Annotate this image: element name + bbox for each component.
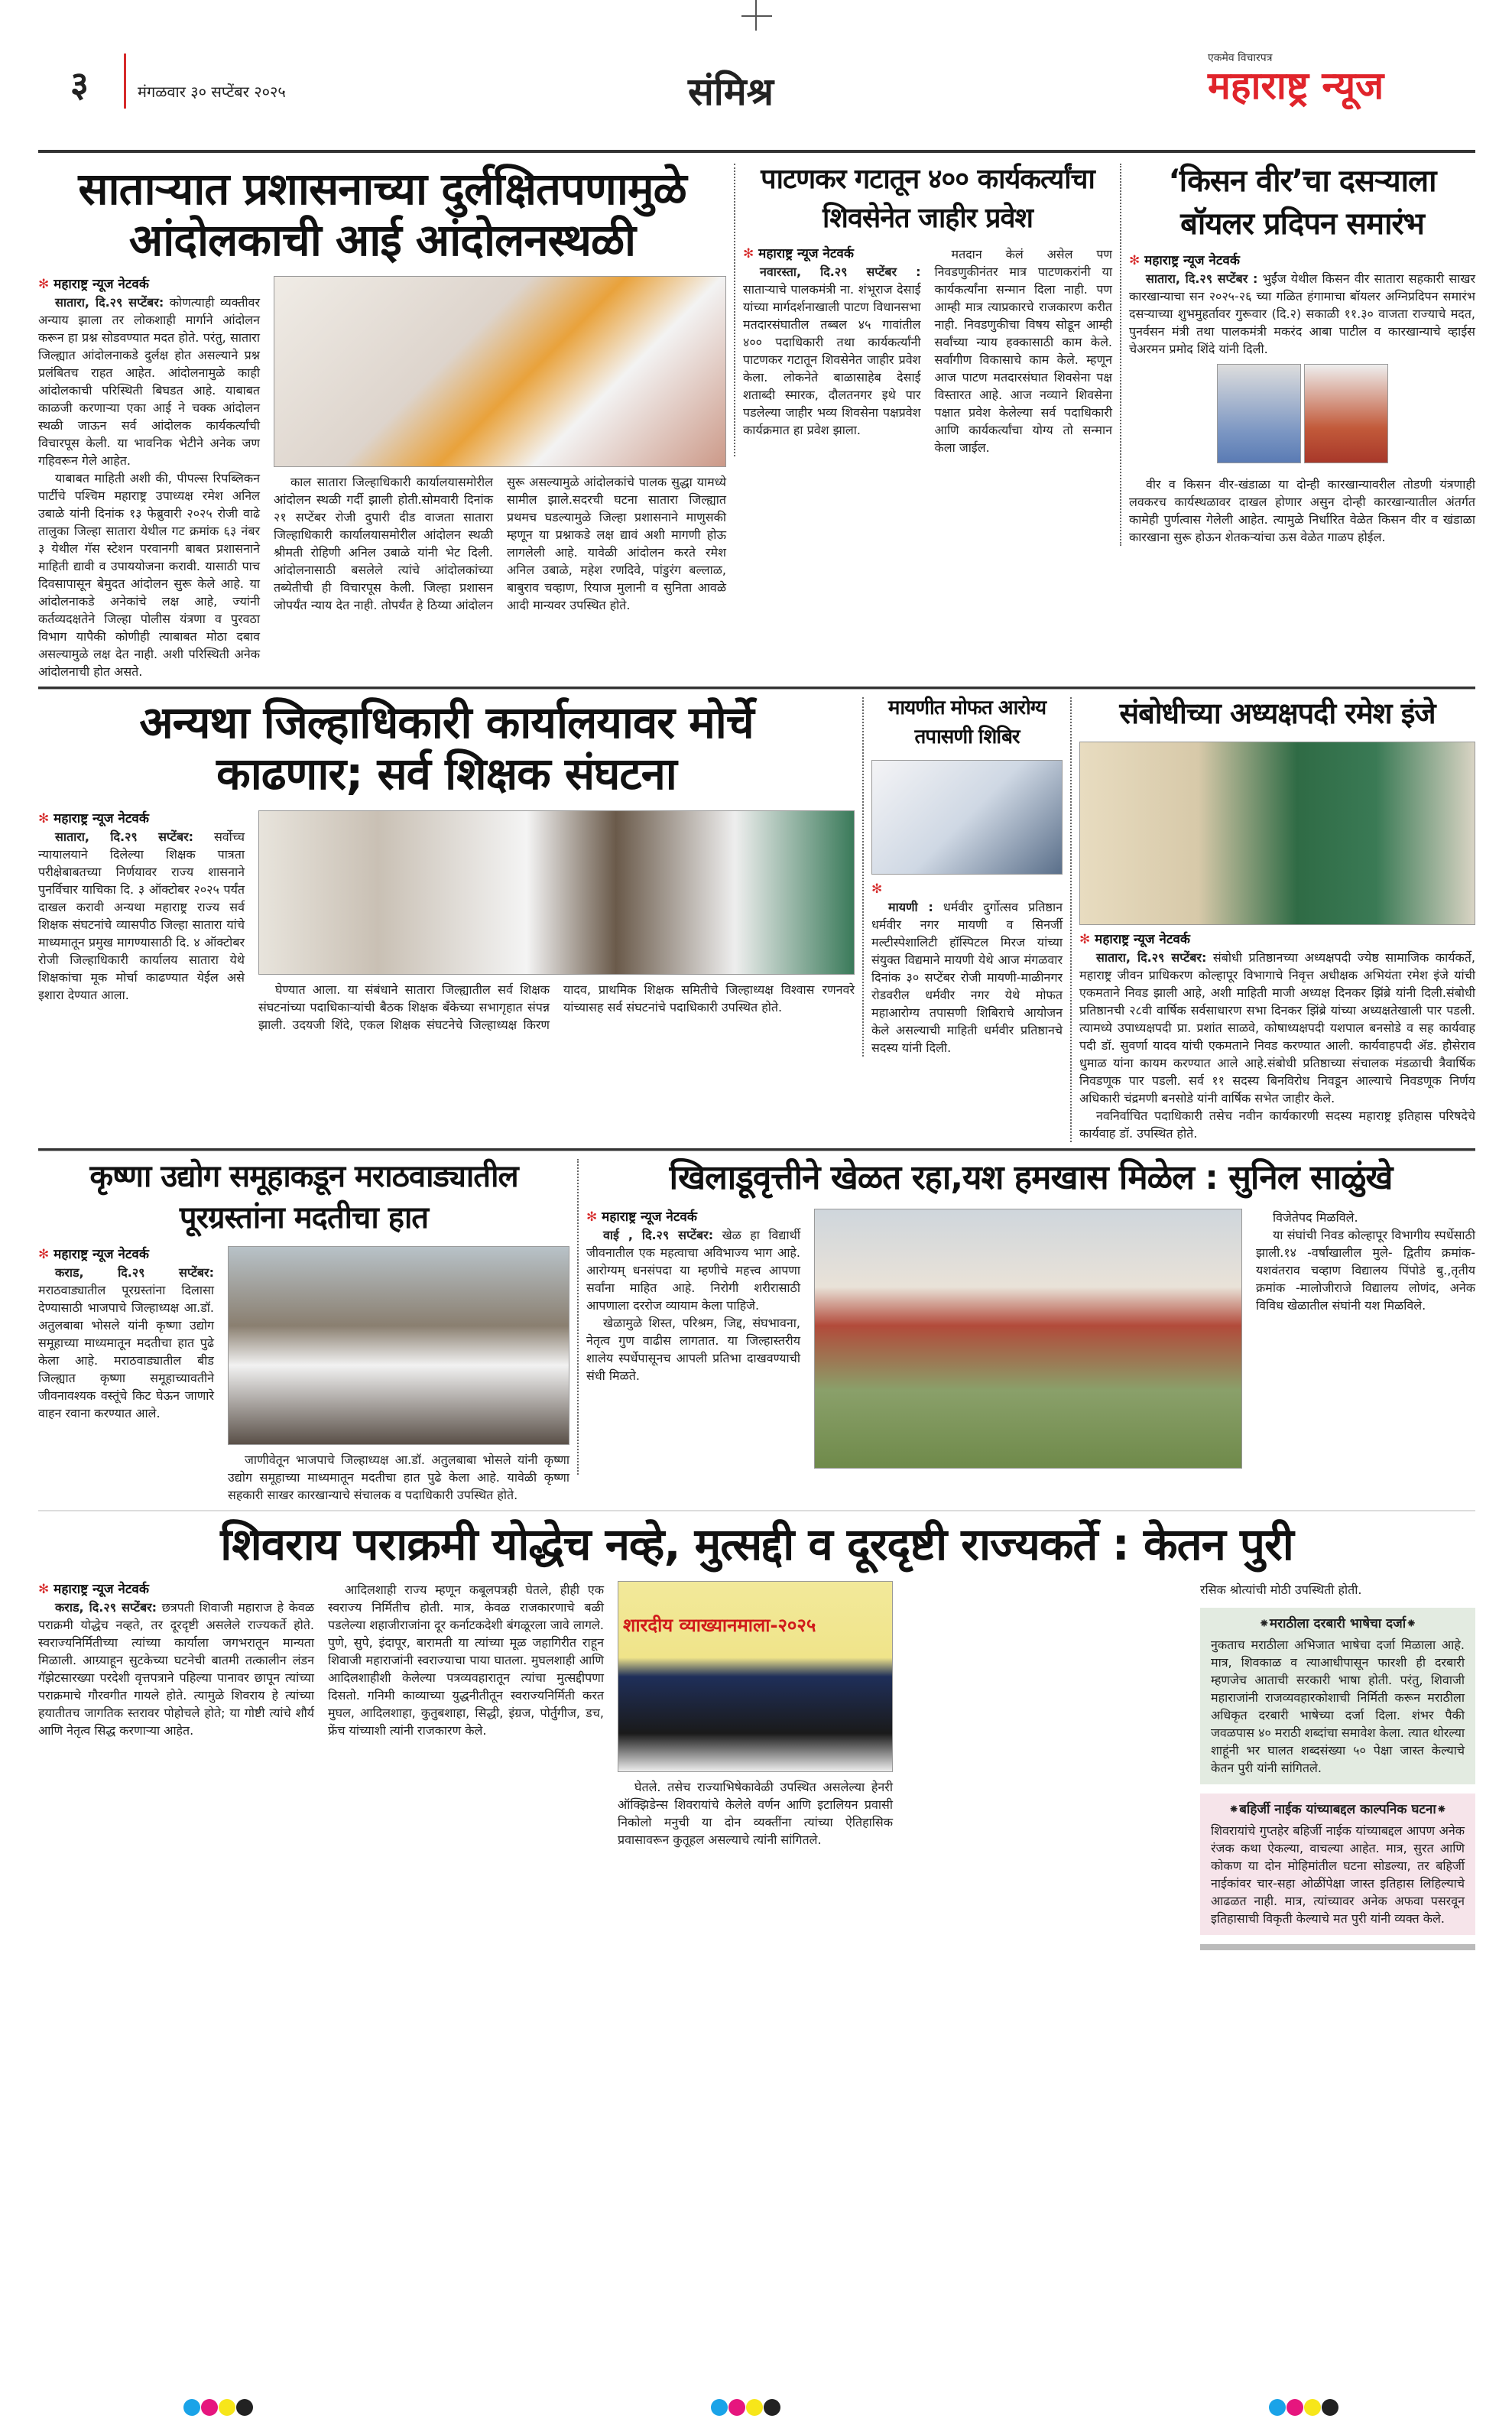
sidebar-title: ⁕मराठीला दरबारी भाषेचा दर्जा⁕	[1258, 1615, 1417, 1631]
article-body: काल सातारा जिल्हाधिकारी कार्यालयासमोरील आंदोलन स्थळी गर्दी झाली होती.सोमवारी दिनांक २१ सप्टेंबर रोजी दुपारी दीड वाजता सातारा जिल्हाधिकारी कार्यालयासमोरील आंदोलन स्थळी श्रीमती रोहिणी अनिल उबाळे यांनी भेट दिली. आंदोलनासाठी बसलेले त्यांचे आंदोलकांच्या तब्येतीची ही विचारपूस केली. जिल्हा प्रशासन जोपर्यंत न्याय देत नाही. तोपर्यंत हे ठिय्या आंदोलन सुरू असल्यामुळे आंदोलकांचे पालक सुद्धा यामध्ये सामील झाले.सदरची घटना सातारा जिल्ह्यात प्रथमच घडल्यामुळे जिल्हा प्रशासनाने माणुसकी म्हणून या प्रश्नाकडे लक्ष द्यावं अशी मागणी होऊ लागलेली आहे. यावेळी आंदोलन करते रमेश अनिल उबाळे, महेश रणदिवे, पांडुरंग बल्लाळ, बाबुराव चव्हाण, रियाज मुलानी व सुनिता आवळे आदी मान्यवर उपस्थित होते.	[274, 475, 726, 613]
page-number: ३	[70, 63, 89, 105]
article-body: ✻ मायणी : धर्मवीर दुर्गोत्सव प्रतिष्ठान धर्मवीर नगर मायणी व सिनर्जी मल्टीस्पेशालिटी हॉस्पिटल मिरज यांच्या संयुक्त विद्यमाने मायणी येथे आज मंगळवार दिनांक ३० सप्टेंबर रोजी मायणी-माळीनगर रोडवरील धर्मवीर नगर येथे मोफत महाआरोग्य तपासणी शिबिराचे आयोजन केले असल्याची माहिती धर्मवीर प्रतिष्ठानचे सदस्य यांनी दिली.	[871, 881, 1063, 1056]
section-rule	[38, 1148, 1475, 1151]
photo-speaker	[618, 1581, 893, 1772]
logo	[1208, 50, 1384, 107]
footer-bar	[1200, 1944, 1475, 1950]
article-body: ✻ महाराष्ट्र न्यूज नेटवर्क कराड, दि.२९ सप्टेंबर: मराठवाड्यातील पूरग्रस्तांना दिलासा देण्यासाठी भाजपाचे जिल्हाध्यक्ष आ.डॉ. अतुलबाबा भोसले यांनी कृष्णा उद्योग समूहाच्या माध्यमातून मदतीचा हात पुढे केला आहे. मराठवाड्यातील बीड जिल्ह्यात कृष्णा समूहाच्यावतीने जीवनावश्यक वस्तूंचे किट घेऊन जाणारे वाहन रवाना करण्यात आले.	[38, 1247, 214, 1421]
photo-sports-event	[814, 1209, 1242, 1469]
headline: कृष्णा उद्योग समूहाकडून मराठवाड्यातील पूरग्रस्तांना मदतीचा हात	[89, 1159, 518, 1236]
article-body: ✻ महाराष्ट्र न्यूज नेटवर्क सातारा, दि.२९ सप्टेंबर : भुईंज येथील किसन वीर सातारा सहकारी साखर कारखान्याचा सन २०२५-२६ च्या गळित हंगामाचा बॉयलर अग्निप्रदिपन समारंभ दसऱ्याच्या शुभमुहर्तावर गुरूवार (दि.२) सकाळी ११.३० वाजता राज्याचे मदत, पुनर्वसन मंत्री तथा पालकमंत्री मकरंद आबा पाटील व कारखान्याचे व्हाईस चेअरमन प्रमोद शिंदे यांनी दिली. वीर व किसन वीर-खंडाळा या दोन्ही कारखान्यावरील तोडणी यंत्रणाही लवकरच कार्यस्थळावर दाखल होणार असुन दोन्ही कारखान्यातील अंतर्गत कामेही पुर्णत्वास गेलेली आहेत. त्यामुळे निर्धारित वेळेत किसन वीर व खंडाळा कारखाना सुरू होऊन शेतकऱ्यांचा ऊस वेळेत गाळप होईल.	[1129, 253, 1476, 544]
sidebar-box	[1200, 1794, 1475, 1935]
registration-marks	[183, 2399, 254, 2419]
portrait-photo	[1217, 364, 1301, 463]
article-body: विजेतेपद मिळविले. या संघांची निवड कोल्हापूर विभागीय स्पर्धेसाठी झाली.१४ -वर्षांखालील मुले- द्वितीय क्रमांक- यशवंतराव चव्हाण विद्यालय पिंपोडे बु.,तृतीय क्रमांक -मालोजीराजे विद्यालय लोणंद, अनेक विविध खेळातील संघांनी यश मिळविले.	[1256, 1209, 1475, 1313]
article-body: ✻ महाराष्ट्र न्यूज नेटवर्क सातारा, दि.२९ सप्टेंबर: संबोधी प्रतिष्ठानच्या अध्यक्षपदी ज्येष्ठ सामाजिक कार्यकर्ते, महाराष्ट्र जीवन प्राधिकरण कोल्हापूर विभागाचे निवृत्त अधीक्षक अभियंता रमेश इंजे यांची एकमताने निवड झाली आहे, अशी माहिती माजी अध्यक्ष दिनकर झिंब्रे यांनी दिली.संबोधी प्रतिष्ठानची २८वी वार्षिक सर्वसाधारण सभा दिनकर झिंब्रे यांच्या अध्यक्षतेखाली पार पडली. त्यामध्ये उपाध्यक्षपदी प्रा. प्रशांत साळवे, कोषाध्यक्षपदी यशपाल बनसोडे व सह कार्यवाह पदी डॉ. सुवर्णा यादव यांची एकमताने निवड करण्यात आली. कार्यवाहपदी ॲड. हौसेराव धुमाळ यांना कायम करण्यात आले आहे.संबोधी प्रतिष्ठाच्या संचालक मंडळाची त्रैवार्षिक निवडणूक पार पडली. सर्व ११ सदस्य बिनविरोध निवडून आल्याचे निवडणूक निर्णय अधिकारी चंद्रमणी बनसोडे यांनी वार्षिक सभेत जाहीर केले. नवनिर्वाचित पदाधिकारी तसेच नवीन कार्यकारणी सदस्य महाराष्ट्र इतिहास परिषदेचे कार्यवाह डॉ. उपस्थित होते.	[1079, 932, 1475, 1141]
article-body: ✻ महाराष्ट्र न्यूज नेटवर्क सातारा, दि.२९ सप्टेंबर: कोणत्याही व्यक्तीवर अन्याय झाला तर लोकशाही मार्गाने आंदोलन करून हा प्रश्न सोडवण्यात मदत होते. परंतु, सातारा जिल्ह्यात आंदोलनाकडे दुर्लक्ष होत असल्याने प्रश्न प्रलंबितच राहत आहेत. आंदोलनामुळे काही आंदोलकाची परिस्थिती बिघडत आहे. याबाबत काळजी करणाऱ्या एका आई ने चक्क आंदोलन स्थळी जाऊन सर्व आंदोलक कार्यकर्त्यांची विचारपूस केली. या भावनिक भेटीने अनेक जण गहिवरून गेले आहेत. याबाबत माहिती अशी की, पीपल्स रिपब्लिकन पार्टीचे पश्चिम महाराष्ट्र उपाध्यक्ष रमेश अनिल उबाळे यांनी दिनांक १३ फेब्रुवारी २०२५ रोजी वाढे तालुका जिल्हा सातारा येथील गट क्रमांक ६३ नंबर ३ येथील गॅस स्टेशन परवानगी बाबत प्रशासनाने माहिती द्यावी व उपाययोजना करावी. यासाठी पाच दिवसापासून बेमुदत आंदोलन सुरू केले आहे. या आंदोलनाकडे अनेकांचे लक्ष आहे, ज्यांनी कर्तव्यदक्षतेने जिल्हा पोलीस यंत्रणा व पुरवठा विभाग यापैकी कोणीही त्याबाबत मोठा दबाव असल्यामुळे लक्ष देत नाही. अशी परिस्थिती अनेक आंदोलनाची होत असते.	[38, 277, 260, 680]
logo-text: महाराष्ट्र न्यूज	[1208, 63, 1384, 108]
sidebar-text: नुकताच मराठीला अभिजात भाषेचा दर्जा मिळाला आहे. मात्र, शिवकाळ व त्याआधीपासून फारशी ही दरबारी म्हणजेच आताची सरकारी भाषा होती. परंतु, शिवाजी महाराजांनी राजव्यवहारकोशाची निर्मिती करून मराठीला अधिकृत दरबारी भाषेच्या दर्जा दिला. शंभर पैकी जवळपास ४० मराठी शब्दांचा समावेश केला. त्यात थोरल्या शाहूंनी भर घालत शब्दसंख्या ५० पेक्षा जास्त केल्याचे केतन पुरी यांनी सांगितले.	[1211, 1637, 1465, 1775]
article-body: ✻ महाराष्ट्र न्यूज नेटवर्क नवारस्ता, दि.२९ सप्टेंबर : साताऱ्याचे पालकमंत्री ना. शंभूराज देसाई यांच्या मार्गदर्शनाखाली पाटण विधानसभा मतदारसंघातील तब्बल ४५ गावांतील ४०० पदाधिकारी तथा कार्यकर्त्यांनी पाटणकर गटातून शिवसेनेत जाहीर प्रवेश केला. लोकनेते बाळासाहेब देसाई शताब्दी स्मारक, दौलतनगर इथे पार पडलेल्या जाहीर भव्य शिवसेना पक्षप्रवेश कार्यक्रमात हा प्रवेश झाला. मतदान केलं असेल पण निवडणुकीनंतर मात्र पाटणकरांनी या कार्यकर्त्यांना सन्मान दिला नाही. पण आम्ही मात्र त्याप्रकारचे राजकारण करीत नाही. निवडणुकीचा विषय सोडून आम्ही सर्वांच्या न्याय हक्कासाठी काम केले. सर्वांगीण विकासाचे काम केले. म्हणून आज पाटण मतदारसंघात शिवसेना पक्ष विस्तारत आहे. आज नव्याने शिवसेना पक्षात प्रवेश केलेल्या सर्व पदाधिकारी आणि कार्यकर्त्यांचा योग्य तो सन्मान केला जाईल.	[743, 245, 1112, 455]
article-body: ✻ महाराष्ट्र न्यूज नेटवर्क वाई , दि.२९ सप्टेंबर: खेळ हा विद्यार्थी जीवनातील एक महत्वाचा अविभाज्य भाग आहे. आरोग्यम् धनसंपदा या म्हणीचे महत्त्व आपणा सर्वांना माहित आहे. निरोगी शरीरासाठी आपणाला दररोज व्यायाम केला पाहिजे. खेळामुळे शिस्त, परिश्रम, जिद्द, संघभावना, नेतृत्व गुण वाढीस लागतात. या जिल्हास्तरीय शालेय स्पर्धेपासूनच आपली प्रतिभा दाखवण्याची संधी मिळते.	[586, 1209, 800, 1383]
article-body: ✻ महाराष्ट्र न्यूज नेटवर्क कराड, दि.२९ सप्टेंबर: छत्रपती शिवाजी महाराज हे केवळ पराक्रमी योद्धेच नव्हते, तर दूरदृष्टी असलेले राज्यकर्ते होते. स्वराज्यनिर्मितीच्या त्यांच्या कार्याला जगभरातून मान्यता मिळाली. आग्र्याहून सुटकेच्या घटनेची बातमी तत्कालीन लंडन गॅझेटसारख्या परदेशी वृत्तपत्राने पहिल्या पानावर छापून त्यांच्या पराक्रमाचे गौरवगीत गायले होते. त्यामुळे शिवराय हे त्यांच्या हयातीतच जागतिक स्तरावर पोहोचले होते; या गोष्टी त्यांचे शौर्य आणि नेतृत्व सिद्ध करणाऱ्या आहेत. आदिलशाही राज्य म्हणून कबूलपत्रही घेतले, हीही एक स्वराज्य निर्मितीच होती. मात्र, केवळ राजकारणाचे बळी पडलेल्या शहाजीराजांना दूर कर्नाटकदेशी बंगळूरला जावे लागले. पुणे, सुपे, इंदापूर, बारामती या त्यांच्या मूळ जहागिरीत राहून शिवाजी महाराजांनी स्वराज्याचा पाया घातला. मुघलशाही आणि आदिलशाहीशी केलेल्या पत्रव्यवहारातून त्यांचा मुत्सद्दीपणा दिसतो. गनिमी काव्याच्या युद्धनीतीतून स्वराज्यनिर्मिती करत मुघल, आदिलशाहा, कुतुबशाहा, सिद्धी, इंग्रज, पोर्तुगीज, डच, फ्रेंच यांच्याशी त्यांनी राजकारण केले.	[38, 1581, 604, 1738]
headline: संबोधीच्या अध्यक्षपदी रमेश इंजे	[1119, 696, 1436, 731]
article-body: ✻ महाराष्ट्र न्यूज नेटवर्क सातारा, दि.२९ सप्टेंबर: सर्वोच्च न्यायालयाने दिलेल्या शिक्षक पात्रता परीक्षेबाबतच्या निर्णयावर राज्य शासनाने पुनर्विचार याचिका दि. ३ ऑक्टोबर २०२५ पर्यंत दाखल करावी अन्यथा महाराष्ट्र राज्य सर्व शिक्षक संघटनांचे व्यासपीठ जिल्हा सातारा यांचे माध्यमातून प्रमुख मागण्यासाठी दि. ४ ऑक्टोबर रोजी जिल्हाधिकारी कार्यालय सातारा येथे शिक्षकांचा मूक मोर्चा काढण्यात येईल असे इशारा देण्यात आला.	[38, 810, 245, 1002]
article-mayani	[862, 697, 1070, 1057]
section-rule	[38, 687, 1475, 690]
article-shivaray	[38, 1519, 1475, 1950]
article-patan	[734, 164, 1120, 456]
issue-date: मंगळवार ३० सप्टेंबर २०२५	[138, 83, 286, 101]
photo-protest	[274, 276, 726, 467]
article-kisan-veer	[1120, 164, 1475, 546]
article-sports	[577, 1159, 1475, 1475]
headline: ‘किसन वीर’चा दसऱ्याला बॉयलर प्रदिपन समारंभ	[1168, 164, 1436, 242]
article-body: घेण्यात आला. या संबंधाने सातारा जिल्ह्यातील सर्व शिक्षक संघटनांच्या पदाधिकाऱ्यांची बैठक शिक्षक बँकेच्या सभागृहात संपन्न झाली. उदयजी शिंदे, एकल शिक्षक संघटनेचे जिल्हाध्यक्ष किरण यादव, प्राथमिक शिक्षक समितीचे जिल्हाध्यक्ष विश्वास रणनवरे यांच्यासह सर्व संघटनांचे पदाधिकारी उपस्थित होते.	[258, 982, 855, 1032]
section-middle	[38, 697, 1475, 1142]
headline: शिवराय पराक्रमी योद्धेच नव्हे, मुत्सद्दी व दूरदृष्टी राज्यकर्ते : केतन पुरी	[220, 1518, 1293, 1571]
headline: अन्यथा जिल्हाधिकारी कार्यालयावर मोर्चे काढणार; सर्व शिक्षक संघटना	[139, 696, 754, 800]
closing-line: रसिक श्रोत्यांची मोठी उपस्थिती होती.	[1200, 1582, 1362, 1597]
photo-banner-text: शारदीय व्याख्यानमाला-२०२५	[623, 1614, 816, 1636]
registration-marks	[1269, 2399, 1339, 2419]
registration-marks	[711, 2399, 781, 2419]
headline: खिलाडूवृत्तीने खेळत रहा,यश हमखास मिळेल : सुनिल साळुंखे	[669, 1158, 1393, 1198]
header-rule	[38, 150, 1475, 153]
article-krishna	[38, 1159, 577, 1504]
newspaper-page	[38, 0, 1475, 1950]
logo-tagline: एकमेव विचारपत्र	[1208, 52, 1273, 64]
section-top	[38, 164, 1475, 680]
photo-relief-truck	[228, 1246, 569, 1445]
section-lower	[38, 1159, 1475, 1504]
article-protest	[38, 164, 734, 680]
article-body: जाणीवेतून भाजपाचे जिल्हाध्यक्ष आ.डॉ. अतुलबाबा भोसले यांनी कृष्णा उद्योग समूहाच्या माध्यमातून मदतीचा हात पुढे केला आहे. यावेळी कृष्णा सहकारी साखर कारखान्याचे संचालक व पदाधिकारी उपस्थित होते.	[228, 1453, 569, 1503]
section-title: संमिश्र	[688, 70, 774, 114]
section-rule	[38, 1510, 1475, 1511]
photo-group	[1079, 742, 1475, 925]
header-divider	[124, 54, 126, 109]
article-sambodhi	[1070, 697, 1475, 1142]
headline: पाटणकर गटातून ४०० कार्यकर्त्यांचा शिवसेनेत जाहीर प्रवेश	[761, 164, 1095, 235]
headline: मायणीत मोफत आरोग्य तपासणी शिबिर	[887, 696, 1046, 749]
sidebar-title: ⁕बहिर्जी नाईक यांच्याबद्दल काल्पनिक घटना⁕	[1228, 1801, 1448, 1817]
masthead	[38, 0, 1475, 153]
article-teachers	[38, 697, 862, 1033]
portrait-photo	[1304, 364, 1388, 463]
sidebar-box	[1200, 1608, 1475, 1784]
headline: साताऱ्यात प्रशासनाच्या दुर्लक्षितपणामुळे आंदोलकाची आई आंदोलनस्थळी	[78, 163, 686, 266]
article-body: घेतले. तसेच राज्याभिषेकावेळी उपस्थित असलेल्या हेनरी ऑक्झिडेन्स शिवरायांचे केलेले वर्णन आणि इटालियन प्रवासी निकोलो मनुची या दोन व्यक्तींना त्यांच्या ऐतिहासिक प्रवासावरून कुतूहल असल्याचे त्यांनी सांगितले.	[618, 1779, 893, 1847]
photo-teachers-meeting	[258, 810, 855, 975]
sidebar-text: शिवरायांचे गुप्तहेर बहिर्जी नाईक यांच्याबद्दल आपण अनेक रंजक कथा ऐकल्या, वाचल्या आहेत. मात्र, सुरत आणि कोकण या दोन मोहिमांतील घटना सोडल्या, तर बहिर्जी नाईकांवर चार-सहा ओळींपेक्षा जास्त इतिहास लिहिल्याचे आढळत नाही. मात्र, त्यांच्यावर अनेक अफवा पसरवून इतिहासाची विकृती केल्याचे मत पुरी यांनी व्यक्त केले.	[1211, 1823, 1465, 1926]
photo-blood-pressure	[871, 760, 1063, 875]
